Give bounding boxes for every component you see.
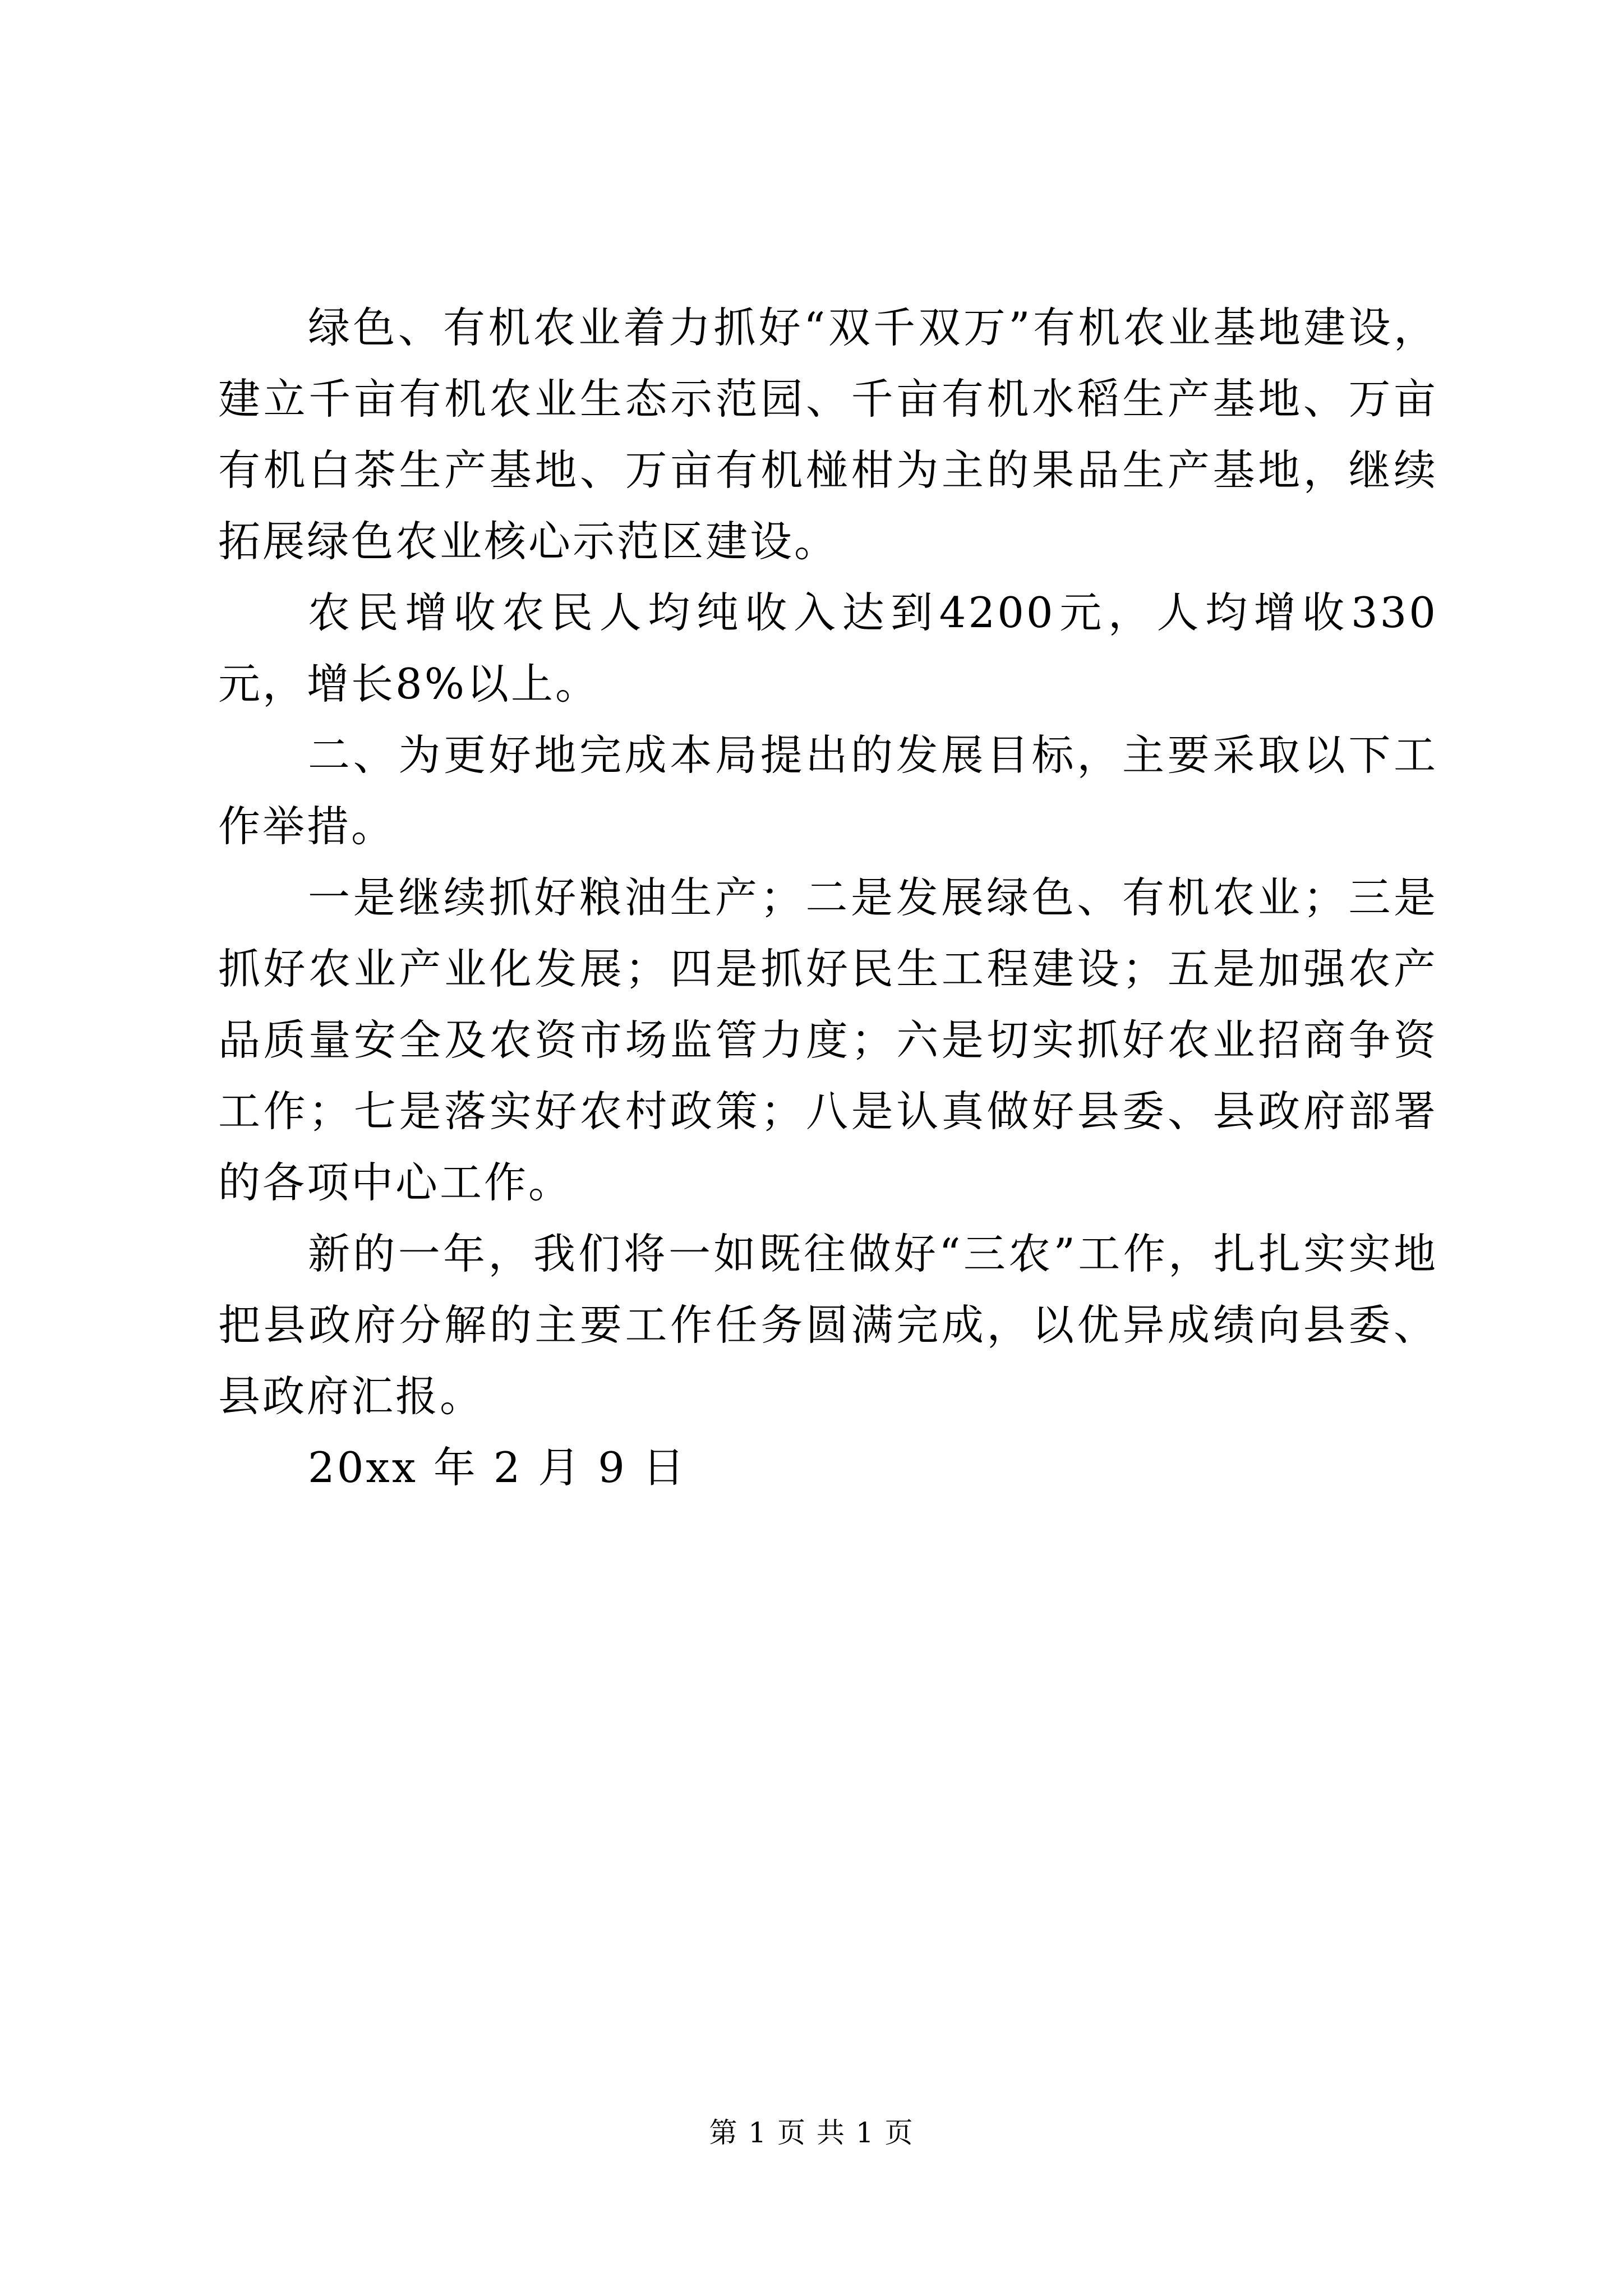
paragraph-organic-agriculture: 绿色、有机农业着力抓好“双千双万”有机农业基地建设，建立千亩有机农业生态示范园、千亩有机水稻生产基地、万亩有机白茶生产基地、万亩有机椪柑为主的果品生产基地，继续拓展绿色农业核心示范区建设。 — [218, 303, 1438, 566]
paragraph-new-year: 新的一年，我们将一如既往做好“三农”工作，扎扎实实地把县政府分解的主要工作任务圆满完成，以优异成绩向县委、县政府汇报。 — [218, 1229, 1438, 1421]
paragraph-farmer-income: 农民增收农民人均纯收入达到4200元，人均增收330元，增长8%以上。 — [218, 588, 1438, 708]
paragraph-measures: 一是继续抓好粮油生产；二是发展绿色、有机农业；三是抓好农业产业化发展；四是抓好民生工程建设；五是加强农产品质量安全及农资市场监管力度；六是切实抓好农业招商争资工作；七是落实好农村政策；八是认真做好县委、县政府部署的各项中心工作。 — [218, 873, 1438, 1207]
page-footer: 第 1 页 共 1 页 — [709, 2116, 914, 2149]
document-date: 20xx 年 2 月 9 日 — [308, 1443, 687, 1492]
document-body — [218, 292, 1438, 1503]
paragraph-section-two: 二、为更好地完成本局提出的发展目标，主要采取以下工作举措。 — [218, 730, 1438, 851]
